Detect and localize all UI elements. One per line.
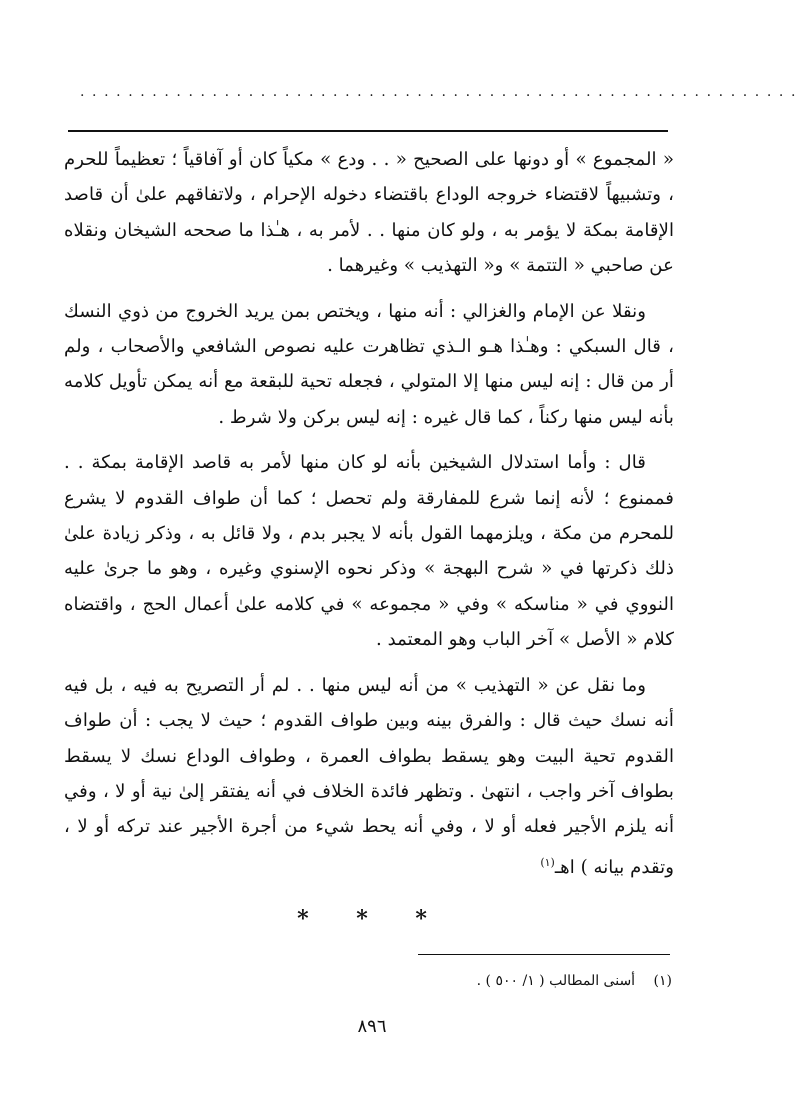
header-dotted-line: ............................................................: [80, 84, 803, 100]
section-separator: * * *: [297, 906, 447, 932]
paragraph-4-text: وما نقل عن « التهذيب » من أنه ليس منها . . لم أر التصريح به فيه ، بل فيه أنه نسك حيث قال : والفرق بينه وبين طواف القدوم ؛ حيث لا يجب : أن طواف القدوم تحية البيت وهو يسقط بطواف العمرة ، وطواف الوداع نسك لا يسقط بطواف آخر واجب ، انتهىٰ . وتظهر فائدة الخلاف في أنه يفتقر إلىٰ نية أو لا ، وفي أنه يلزم الأجير فعله أو لا ، وفي أنه يحط شيء من أجرة الأجير عند تركه أو لا ، وتقدم بيانه ) اهـ: [64, 674, 674, 878]
footnote-reference: (١): [540, 855, 555, 869]
footnote-number: (١): [653, 973, 672, 989]
footnote: [300, 970, 672, 992]
paragraph-4: [64, 668, 674, 886]
header-rule: [68, 130, 668, 132]
footnote-rule: [418, 954, 670, 955]
main-text: [64, 142, 674, 885]
paragraph-2: ونقلا عن الإمام والغزالي : أنه منها ، ويختص بمن يريد الخروج من ذوي النسك ، قال السبكي : وهـٰذا هـو الـذي تظاهرت عليه نصوص الشافعي والأصحاب ، ولم أر من قال : إنه ليس منها إلا المتولي ، فجعله تحية للبقعة مع أنه يمكن تأويل كلامه بأنه ليس منها ركناً ، كما قال غيره : إنه ليس بركن ولا شرط .: [64, 300, 674, 428]
page-number: ٨٩٦: [357, 1016, 387, 1037]
paragraph-3: قال : وأما استدلال الشيخين بأنه لو كان منها لأمر به قاصد الإقامة بمكة . . فممنوع ؛ لأنه إنما شرع للمفارقة ولم تحصل ؛ كما أن طواف القدوم لا يشرع للمحرم من مكة ، ويلزمهما القول بأنه لا يجبر بدم ، ولا قائل به ، وذكر زيادة علىٰ ذلك ذكرتها في « شرح البهجة » وذكر نحوه الإسنوي وغيره ، وهو ما جرىٰ عليه النووي في « مناسكه » وفي « مجموعه » في كلامه علىٰ أعمال الحج ، واقتضاه كلام « الأصل » آخر الباب وهو المعتمد .: [64, 452, 674, 651]
footnote-text: أسنى المطالب ( ١/ ٥٠٠ ) .: [476, 973, 636, 989]
paragraph-1: « المجموع » أو دونها على الصحيح « . . ودع » مكياً كان أو آفاقياً ؛ تعظيماً للحرم ، وتشبيهاً لاقتضاء خروجه الوداع باقتضاء دخوله الإحرام ، ولاتفاقهم علىٰ أن قاصد الإقامة بمكة لا يؤمر به ، ولو كان منها . . لأمر به ، هـٰذا ما صححه الشيخان ونقلاه عن صاحبي « التتمة » و« التهذيب » وغيرهما .: [64, 149, 674, 277]
